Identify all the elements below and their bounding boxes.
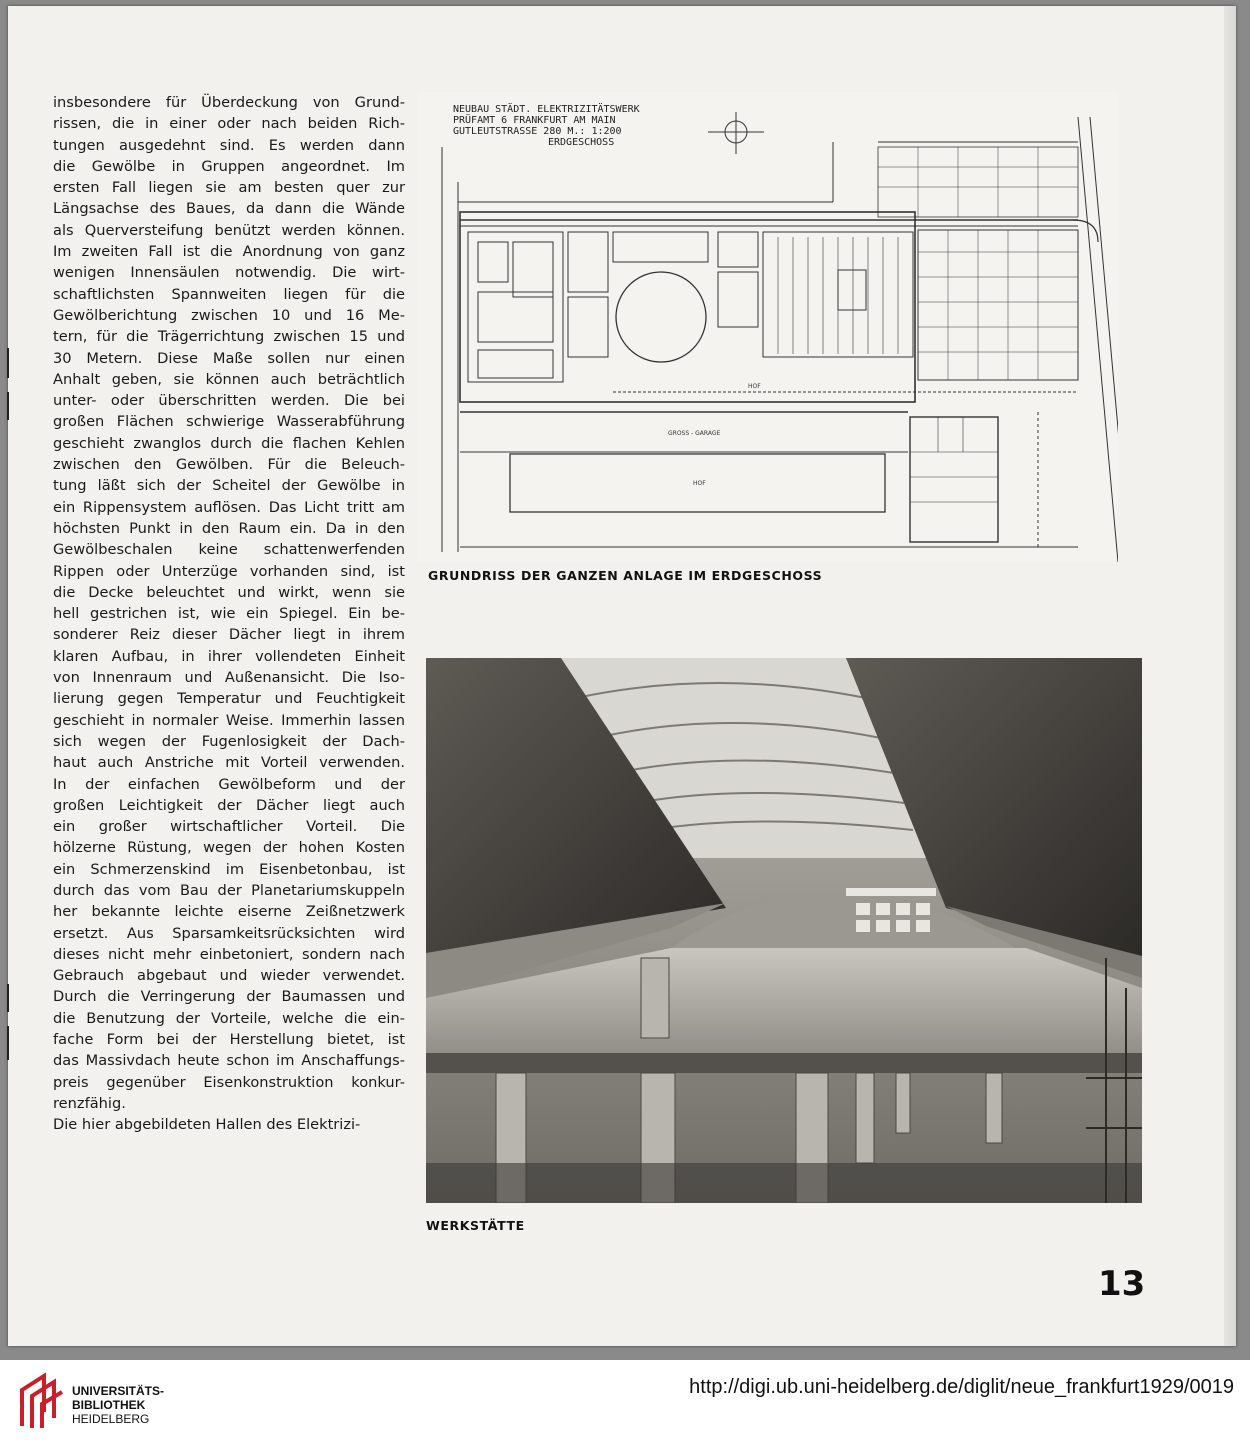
body-text-line: wenigen Innensäulen notwendig. Die wirt- [53,264,405,282]
body-text-line: die Decke beleuchtet und wirkt, wenn sie [53,583,405,601]
binding-mark [7,1026,9,1060]
body-text-line: sich wegen der Fugenlosigkeit der Dach- [53,732,405,750]
workshop-photo [426,658,1142,1203]
body-text-line: geschieht in normaler Weise. Immerhin lassen [53,711,405,729]
binding-mark [7,348,9,378]
plan-title-line-4: ERDGESCHOSS [548,137,615,148]
library-name-line-2: BIBLIOTHEK [72,1398,146,1412]
body-text-line: insbesondere für Überdeckung von Grund- [53,94,405,111]
body-text-line: Längsachse des Baues, da dann die Wände [53,200,405,218]
body-text-column [53,92,405,1136]
plan-label-hof-lower: HOF [693,480,706,487]
body-text-line: Durch die Verringerung der Baumassen und [53,988,405,1006]
library-name-line-3: HEIDELBERG [72,1412,150,1426]
body-text-line: großen Leichtigkeit der Dächer liegt auch [53,796,405,814]
body-text-line: renzfähig. [53,1094,126,1112]
body-text-line: ein großer wirtschaftlicher Vorteil. Die [53,818,405,836]
binding-mark [7,392,9,420]
binding-mark [7,984,9,1012]
body-text-line: lierung gegen Temperatur und Feuchtigkeit [53,690,405,708]
body-text-line: die Benutzung der Vorteile, welche die ein- [53,1009,405,1027]
page-number: 13 [1098,1264,1146,1304]
body-text-line: geschieht zwanglos durch die flachen Kehlen [53,434,405,452]
body-text-line: Gebrauch abgebaut und wieder verwendet. [53,967,405,985]
body-text-line: ein Rippensystem auflösen. Das Licht tritt am [53,498,405,516]
plan-title-line-1: NEUBAU STÄDT. ELEKTRIZITÄTSWERK [453,104,640,115]
body-text-line: hell gestrichen ist, wie ein Spiegel. Ein be- [53,605,405,623]
body-text-line: klaren Aufbau, in ihrer vollendeten Einheit [53,647,405,665]
body-text-line: unter- oder überschritten werden. Die bei [53,392,405,410]
body-text-line: tern, für die Trägerrichtung zwischen 15 und [53,328,405,346]
body-text-line: Rippen oder Unterzüge vorhanden sind, ist [53,562,405,580]
plan-title-line-2: PRÜFAMT 6 FRANKFURT AM MAIN [453,115,616,126]
body-text-line: Gewölbeschalen keine schattenwerfenden [53,541,405,559]
floor-plan-drawing [418,92,1118,562]
body-text-line: zwischen den Gewölben. Für die Beleuch- [53,456,405,474]
body-text-line: Gewölberichtung zwischen 10 und 16 Me- [53,306,405,324]
body-text-line: durch das vom Bau der Planetariumskuppeln [53,881,405,899]
body-text-line: tung läßt sich der Scheitel der Gewölbe in [53,477,405,495]
workshop-photo-drawing [426,658,1142,1203]
body-text-line: tungen ausgedehnt sind. Es werden dann [53,136,405,154]
body-text-line: höchsten Punkt in den Raum ein. Da in den [53,519,405,537]
body-text-line: von Innenraum und Außenansicht. Die Iso- [53,669,405,687]
library-logo-icon [18,1372,64,1430]
body-text-line: als Querversteifung benützt werden können. [53,221,405,239]
floor-plan-figure [418,92,1118,562]
body-text-line: 30 Metern. Diese Maße sollen nur einen [53,349,405,367]
body-text-line: preis gegenüber Eisenkonstruktion konkur- [53,1073,405,1091]
body-text-line: Die hier abgebildeten Hallen des Elektrizi- [53,1116,361,1134]
body-text-line: her bekannte leichte eiserne Zeißnetzwerk [53,903,405,921]
body-text-line: hölzerne Rüstung, wegen der hohen Kosten [53,839,405,857]
body-text-line: fache Form bei der Herstellung bietet, ist [53,1031,405,1049]
body-text-line: sonderer Reiz dieser Dächer liegt in ihrem [53,626,405,644]
plan-caption: GRUNDRISS DER GANZEN ANLAGE IM ERDGESCHOSS [428,568,823,583]
body-text-line: Im zweiten Fall ist die Anordnung von ganz [53,243,405,261]
source-url-link[interactable]: http://digi.ub.uni-heidelberg.de/diglit/neue_frankfurt1929/0019 [689,1376,1234,1398]
photo-caption: WERKSTÄTTE [426,1218,525,1233]
body-text-line: dieses nicht mehr einbetoniert, sondern nach [53,945,405,963]
body-text-line: ersten Fall liegen sie am besten quer zur [53,179,405,197]
body-text-line: die Gewölbe in Gruppen angeordnet. Im [53,157,405,175]
library-name-line-1: UNIVERSITÄTS- [72,1384,165,1398]
plan-label-gross-garage: GROSS - GARAGE [668,430,721,437]
body-text-line: Anhalt geben, sie können auch beträchtlich [53,370,405,388]
body-text-line: rissen, die in einer oder nach beiden Rich- [53,115,405,133]
digitization-footer [0,1360,1250,1450]
body-text-line: großen Flächen schwierige Wasserabführung [53,413,405,431]
body-text-line: das Massivdach heute schon im Anschaffungs- [53,1052,405,1070]
library-name [72,1384,164,1426]
body-text-line: haut auch Anstriche mit Vorteil verwenden. [53,754,405,772]
body-text-line: In der einfachen Gewölbeform und der [53,775,405,793]
body-text-line: schaftlichsten Spannweiten liegen für die [53,285,405,303]
plan-title-line-3: GUTLEUTSTRASSE 280 M.: 1:200 [453,126,622,137]
plan-label-hof-upper: HOF [748,383,761,390]
body-text-line: ersetzt. Aus Sparsamkeitsrücksichten wird [53,924,405,942]
body-text-line: ein Schmerzenskind im Eisenbetonbau, ist [53,860,405,878]
page-edge [1224,6,1236,1346]
